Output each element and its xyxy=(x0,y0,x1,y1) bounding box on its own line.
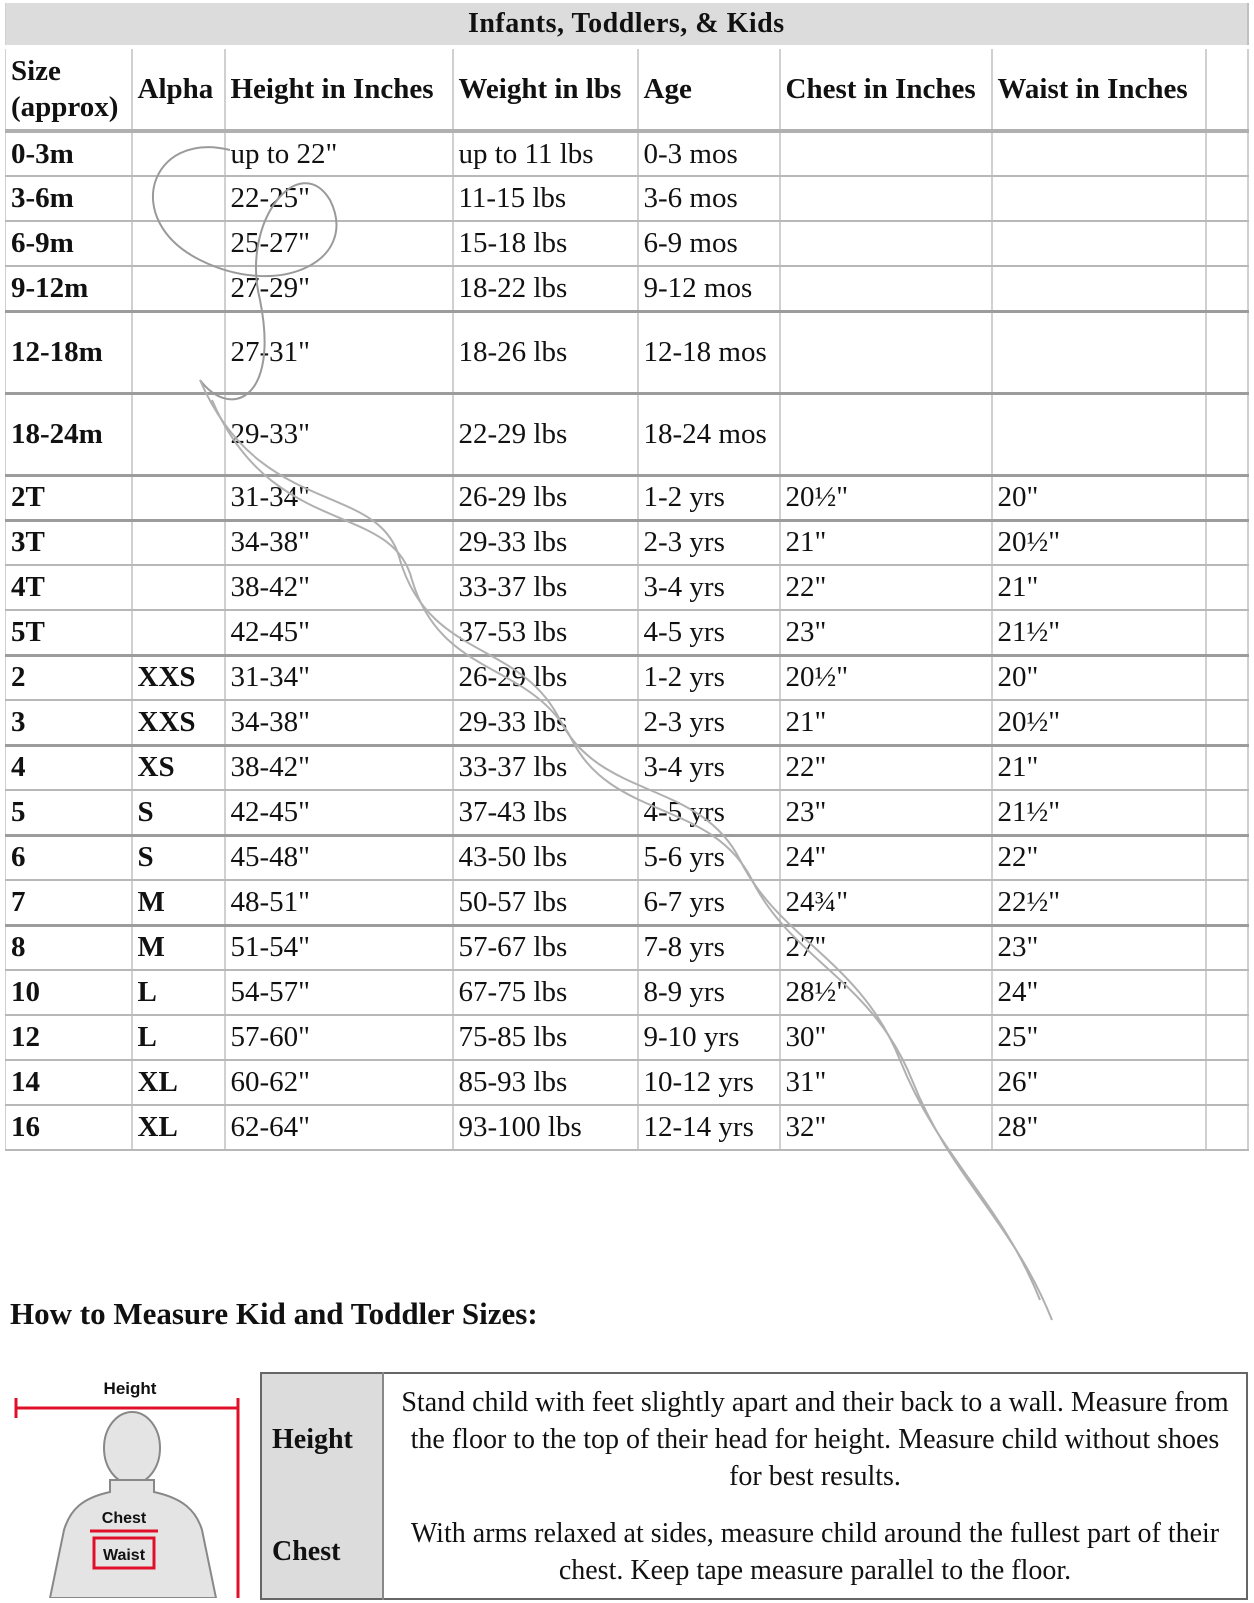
header-size: Size (approx) xyxy=(6,47,132,131)
cell-waist: 20½" xyxy=(992,700,1206,745)
cell-chest xyxy=(780,131,992,176)
cell-spacer xyxy=(1206,565,1248,610)
cell-weight: 37-53 lbs xyxy=(453,610,638,655)
cell-size: 2T xyxy=(6,475,132,520)
table-row xyxy=(6,176,1248,221)
cell-alpha: XXS xyxy=(132,700,225,745)
cell-weight: 11-15 lbs xyxy=(453,176,638,221)
cell-alpha xyxy=(132,131,225,176)
cell-height: 42-45" xyxy=(225,790,453,835)
measure-label-height: Height xyxy=(261,1373,383,1505)
table-row xyxy=(6,475,1248,520)
cell-chest: 22" xyxy=(780,745,992,790)
cell-height: 62-64" xyxy=(225,1105,453,1150)
cell-spacer xyxy=(1206,880,1248,925)
cell-height: 54-57" xyxy=(225,970,453,1015)
table-row xyxy=(6,1105,1248,1150)
cell-spacer xyxy=(1206,610,1248,655)
header-alpha: Alpha xyxy=(132,47,225,131)
cell-waist: 22" xyxy=(992,835,1206,880)
cell-chest: 23" xyxy=(780,790,992,835)
cell-weight: 75-85 lbs xyxy=(453,1015,638,1060)
cell-waist: 20" xyxy=(992,655,1206,700)
cell-age: 0-3 mos xyxy=(638,131,780,176)
cell-weight: 29-33 lbs xyxy=(453,520,638,565)
cell-size: 4T xyxy=(6,565,132,610)
cell-height: 27-31" xyxy=(225,311,453,393)
cell-height: 38-42" xyxy=(225,565,453,610)
header-age: Age xyxy=(638,47,780,131)
cell-age: 2-3 yrs xyxy=(638,700,780,745)
cell-size: 6-9m xyxy=(6,221,132,266)
cell-spacer xyxy=(1206,925,1248,970)
table-row xyxy=(6,1015,1248,1060)
size-rows xyxy=(6,131,1248,1150)
cell-age: 3-6 mos xyxy=(638,176,780,221)
cell-weight: 33-37 lbs xyxy=(453,745,638,790)
cell-weight: 43-50 lbs xyxy=(453,835,638,880)
cell-spacer xyxy=(1206,176,1248,221)
cell-weight: 93-100 lbs xyxy=(453,1105,638,1150)
cell-alpha: L xyxy=(132,1015,225,1060)
cell-age: 1-2 yrs xyxy=(638,655,780,700)
cell-weight: 15-18 lbs xyxy=(453,221,638,266)
cell-size: 2 xyxy=(6,655,132,700)
cell-waist: 21" xyxy=(992,745,1206,790)
cell-age: 1-2 yrs xyxy=(638,475,780,520)
cell-age: 6-9 mos xyxy=(638,221,780,266)
cell-waist: 24" xyxy=(992,970,1206,1015)
table-row xyxy=(6,311,1248,393)
cell-height: 31-34" xyxy=(225,475,453,520)
size-chart-table xyxy=(5,3,1249,1151)
cell-chest: 31" xyxy=(780,1060,992,1105)
cell-chest: 20½" xyxy=(780,655,992,700)
cell-spacer xyxy=(1206,475,1248,520)
cell-height: 34-38" xyxy=(225,520,453,565)
cell-weight: 50-57 lbs xyxy=(453,880,638,925)
cell-waist: 26" xyxy=(992,1060,1206,1105)
cell-waist: 21½" xyxy=(992,790,1206,835)
cell-weight: 18-22 lbs xyxy=(453,266,638,311)
cell-waist xyxy=(992,266,1206,311)
cell-alpha xyxy=(132,393,225,475)
cell-chest: 22" xyxy=(780,565,992,610)
cell-waist: 21" xyxy=(992,565,1206,610)
cell-chest xyxy=(780,393,992,475)
table-title: Infants, Toddlers, & Kids xyxy=(6,3,1248,47)
cell-size: 12-18m xyxy=(6,311,132,393)
table-row xyxy=(6,221,1248,266)
cell-chest: 32" xyxy=(780,1105,992,1150)
cell-alpha xyxy=(132,221,225,266)
cell-age: 5-6 yrs xyxy=(638,835,780,880)
cell-weight: up to 11 lbs xyxy=(453,131,638,176)
cell-spacer xyxy=(1206,655,1248,700)
cell-chest: 30" xyxy=(780,1015,992,1060)
cell-chest: 24¾" xyxy=(780,880,992,925)
cell-spacer xyxy=(1206,520,1248,565)
cell-spacer xyxy=(1206,311,1248,393)
cell-alpha: L xyxy=(132,970,225,1015)
cell-waist: 25" xyxy=(992,1015,1206,1060)
cell-weight: 37-43 lbs xyxy=(453,790,638,835)
cell-age: 4-5 yrs xyxy=(638,610,780,655)
cell-age: 3-4 yrs xyxy=(638,565,780,610)
cell-weight: 85-93 lbs xyxy=(453,1060,638,1105)
cell-alpha: M xyxy=(132,925,225,970)
table-row xyxy=(6,565,1248,610)
cell-waist: 28" xyxy=(992,1105,1206,1150)
cell-chest: 28½" xyxy=(780,970,992,1015)
cell-weight: 26-29 lbs xyxy=(453,475,638,520)
cell-spacer xyxy=(1206,700,1248,745)
cell-size: 6 xyxy=(6,835,132,880)
cell-weight: 57-67 lbs xyxy=(453,925,638,970)
cell-size: 7 xyxy=(6,880,132,925)
cell-chest xyxy=(780,311,992,393)
measure-row-chest xyxy=(261,1505,1247,1599)
cell-spacer xyxy=(1206,1105,1248,1150)
cell-chest xyxy=(780,221,992,266)
cell-height: 22-25" xyxy=(225,176,453,221)
cell-size: 0-3m xyxy=(6,131,132,176)
figure-height-label: Height xyxy=(103,1380,157,1398)
cell-height: 42-45" xyxy=(225,610,453,655)
cell-size: 14 xyxy=(6,1060,132,1105)
cell-age: 12-14 yrs xyxy=(638,1105,780,1150)
cell-alpha xyxy=(132,475,225,520)
cell-size: 3T xyxy=(6,520,132,565)
cell-alpha: XXS xyxy=(132,655,225,700)
cell-weight: 18-26 lbs xyxy=(453,311,638,393)
cell-waist xyxy=(992,221,1206,266)
cell-age: 2-3 yrs xyxy=(638,520,780,565)
cell-chest: 24" xyxy=(780,835,992,880)
table-row xyxy=(6,745,1248,790)
cell-spacer xyxy=(1206,1060,1248,1105)
cell-size: 10 xyxy=(6,970,132,1015)
cell-age: 9-10 yrs xyxy=(638,1015,780,1060)
cell-chest: 21" xyxy=(780,520,992,565)
cell-weight: 33-37 lbs xyxy=(453,565,638,610)
cell-height: 29-33" xyxy=(225,393,453,475)
cell-weight: 67-75 lbs xyxy=(453,970,638,1015)
cell-height: 45-48" xyxy=(225,835,453,880)
cell-alpha: XL xyxy=(132,1105,225,1150)
figure-chest-label: Chest xyxy=(101,1510,147,1527)
cell-chest: 27" xyxy=(780,925,992,970)
cell-height: 48-51" xyxy=(225,880,453,925)
cell-alpha xyxy=(132,565,225,610)
cell-spacer xyxy=(1206,745,1248,790)
cell-size: 16 xyxy=(6,1105,132,1150)
table-row xyxy=(6,700,1248,745)
measure-instructions-table xyxy=(260,1372,1248,1600)
header-weight: Weight in lbs xyxy=(453,47,638,131)
cell-chest: 23" xyxy=(780,610,992,655)
table-row xyxy=(6,266,1248,311)
cell-size: 9-12m xyxy=(6,266,132,311)
measure-text-height: Stand child with feet slightly apart and their back to a wall. Measure from the floor to the top of their head for height. Measure child without shoes for best results. xyxy=(401,1387,1229,1492)
cell-waist xyxy=(992,131,1206,176)
cell-height: 25-27" xyxy=(225,221,453,266)
cell-size: 12 xyxy=(6,1015,132,1060)
cell-chest: 20½" xyxy=(780,475,992,520)
cell-height: 57-60" xyxy=(225,1015,453,1060)
cell-age: 3-4 yrs xyxy=(638,745,780,790)
table-row xyxy=(6,835,1248,880)
table-row xyxy=(6,131,1248,176)
figure-waist-label: Waist xyxy=(102,1547,146,1564)
cell-size: 3 xyxy=(6,700,132,745)
cell-spacer xyxy=(1206,131,1248,176)
cell-size: 18-24m xyxy=(6,393,132,475)
cell-alpha: S xyxy=(132,835,225,880)
cell-size: 4 xyxy=(6,745,132,790)
cell-spacer xyxy=(1206,266,1248,311)
table-row xyxy=(6,880,1248,925)
cell-weight: 22-29 lbs xyxy=(453,393,638,475)
measure-figure xyxy=(12,1380,252,1598)
table-row xyxy=(6,393,1248,475)
cell-age: 12-18 mos xyxy=(638,311,780,393)
cell-height: 34-38" xyxy=(225,700,453,745)
cell-chest xyxy=(780,266,992,311)
cell-weight: 26-29 lbs xyxy=(453,655,638,700)
table-row xyxy=(6,925,1248,970)
cell-waist: 21½" xyxy=(992,610,1206,655)
cell-waist: 20" xyxy=(992,475,1206,520)
cell-size: 3-6m xyxy=(6,176,132,221)
header-height: Height in Inches xyxy=(225,47,453,131)
measure-label-chest: Chest xyxy=(261,1505,383,1599)
cell-waist xyxy=(992,393,1206,475)
cell-alpha: XS xyxy=(132,745,225,790)
table-row xyxy=(6,610,1248,655)
cell-age: 10-12 yrs xyxy=(638,1060,780,1105)
cell-height: 60-62" xyxy=(225,1060,453,1105)
cell-age: 9-12 mos xyxy=(638,266,780,311)
cell-waist: 20½" xyxy=(992,520,1206,565)
cell-spacer xyxy=(1206,970,1248,1015)
cell-alpha xyxy=(132,266,225,311)
header-chest: Chest in Inches xyxy=(780,47,992,131)
table-row xyxy=(6,970,1248,1015)
cell-alpha xyxy=(132,311,225,393)
cell-waist xyxy=(992,176,1206,221)
cell-height: 27-29" xyxy=(225,266,453,311)
cell-spacer xyxy=(1206,790,1248,835)
cell-spacer xyxy=(1206,393,1248,475)
table-row xyxy=(6,1060,1248,1105)
cell-chest: 21" xyxy=(780,700,992,745)
cell-chest xyxy=(780,176,992,221)
cell-spacer xyxy=(1206,1015,1248,1060)
cell-waist: 22½" xyxy=(992,880,1206,925)
cell-age: 7-8 yrs xyxy=(638,925,780,970)
cell-size: 8 xyxy=(6,925,132,970)
cell-alpha xyxy=(132,176,225,221)
cell-age: 4-5 yrs xyxy=(638,790,780,835)
cell-alpha: S xyxy=(132,790,225,835)
cell-height: up to 22" xyxy=(225,131,453,176)
table-row xyxy=(6,790,1248,835)
cell-size: 5 xyxy=(6,790,132,835)
table-row xyxy=(6,655,1248,700)
cell-height: 31-34" xyxy=(225,655,453,700)
cell-spacer xyxy=(1206,221,1248,266)
header-spacer xyxy=(1206,47,1248,131)
table-row xyxy=(6,520,1248,565)
child-head-icon xyxy=(104,1412,160,1484)
cell-alpha xyxy=(132,610,225,655)
cell-waist: 23" xyxy=(992,925,1206,970)
cell-height: 38-42" xyxy=(225,745,453,790)
cell-waist xyxy=(992,311,1206,393)
measure-heading: How to Measure Kid and Toddler Sizes: xyxy=(10,1296,538,1331)
cell-spacer xyxy=(1206,835,1248,880)
cell-alpha: XL xyxy=(132,1060,225,1105)
cell-age: 8-9 yrs xyxy=(638,970,780,1015)
cell-weight: 29-33 lbs xyxy=(453,700,638,745)
measure-text-chest: With arms relaxed at sides, measure child around the fullest part of their chest. Keep tape measure parallel to the floor. xyxy=(410,1517,1220,1586)
measure-row-height xyxy=(261,1373,1247,1505)
cell-height: 51-54" xyxy=(225,925,453,970)
cell-age: 6-7 yrs xyxy=(638,880,780,925)
cell-alpha xyxy=(132,520,225,565)
cell-age: 18-24 mos xyxy=(638,393,780,475)
header-waist: Waist in Inches xyxy=(992,47,1206,131)
cell-alpha: M xyxy=(132,880,225,925)
cell-size: 5T xyxy=(6,610,132,655)
